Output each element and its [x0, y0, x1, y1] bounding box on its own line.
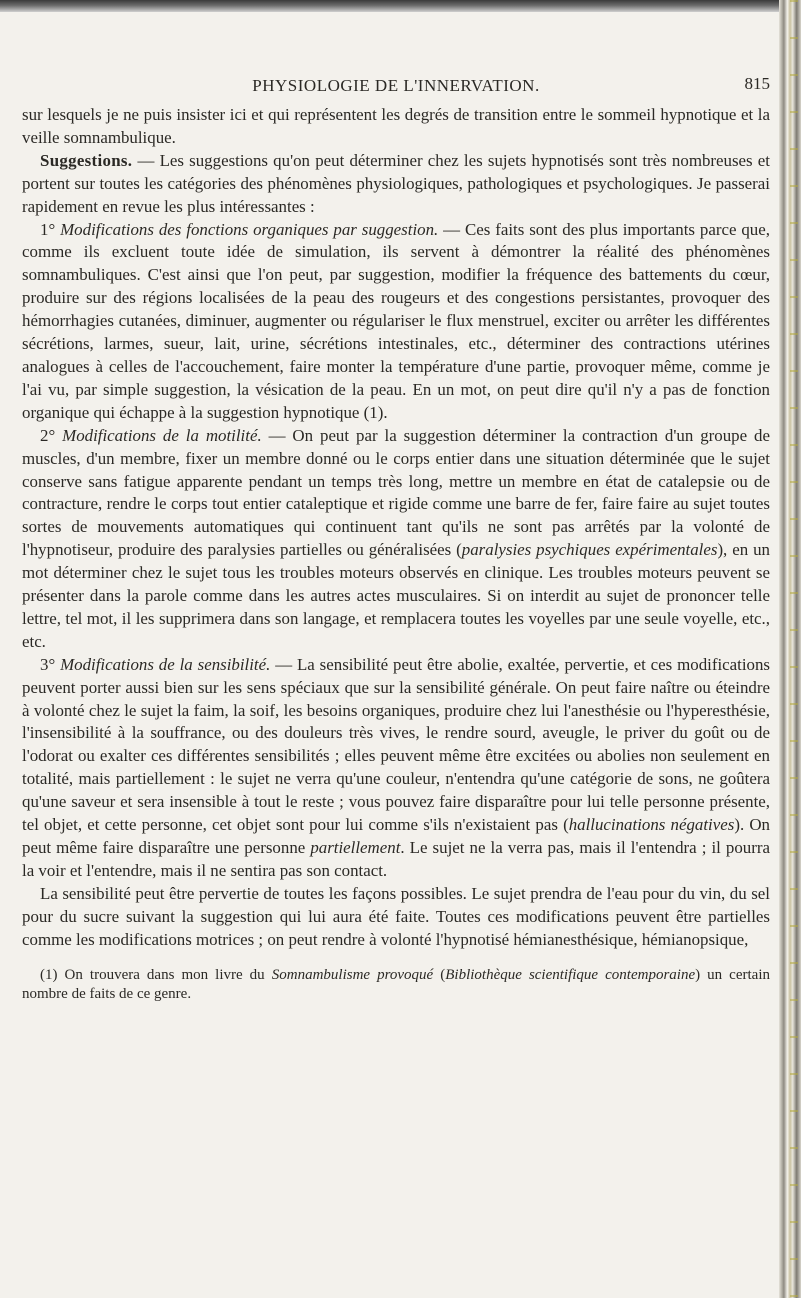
book-page — [22, 70, 770, 1004]
text-run: ( — [433, 966, 446, 983]
italic-text: Bibliothèque scientifique contemporaine — [445, 966, 696, 983]
italic-text: Somnambulisme provoqué — [271, 966, 434, 983]
page-top-shadow — [0, 0, 801, 12]
bold-heading-text: Suggestions. — [40, 150, 133, 170]
page-header — [22, 70, 770, 104]
text-run: 2° — [40, 425, 63, 445]
paragraph-sensibility-perversion — [22, 883, 770, 952]
italic-text: Modifications de la motilité. — [62, 425, 262, 445]
text-run: (1) On trouvera dans mon livre du — [40, 966, 272, 983]
running-head: PHYSIOLOGIE DE L'INNERVATION. — [252, 76, 540, 95]
paragraph-motility — [22, 425, 770, 654]
text-run: ). On peut même faire disparaître une personne — [22, 815, 770, 857]
italic-text: Modifications des fonctions organiques par suggestion. — [60, 219, 439, 239]
italic-text: hallucinations négatives — [568, 815, 735, 835]
page-number: 815 — [744, 74, 770, 93]
text-run: . Le sujet ne la verra pas, mais il l'entendra ; il pourra la voir et l'entendre, mais il ne sentira pas son contact. — [22, 838, 771, 880]
italic-text: Modifications de la sensibilité. — [60, 654, 271, 674]
text-run: 1° — [40, 219, 61, 239]
paragraph-suggestions — [22, 150, 770, 219]
text-run: — On peut par la suggestion déterminer la contraction d'un groupe de muscles, d'un membre, fixer un membre donné ou le corps entier dans une situation déterminée que le sujet conserve sans fatigue apparente pendant un temps très long, mettre un membre en état de catalepsie ou de contracture, rendre le corps tout entier cataleptique et rigide comme une barre de fer, faire faire au sujet toutes sortes de mouvements automatiques qui continuent tant qu'ils ne sont pas arrêtés par la volonté de l'hypnotiseur, produire des paralysies partielles ou généralisées ( — [22, 425, 770, 560]
text-run: ), en un mot déterminer chez le sujet tous les troubles moteurs observés en clinique. Les troubles moteurs peuvent se présenter dans la parole comme dans les autres actes musculaires. Si on interdit au sujet de prononcer telle lettre, tel mot, il les supprimera dans son langage, et remplacera toutes les voyelles par une seule voyelle, etc., etc. — [22, 540, 770, 651]
paragraph-organic-functions — [22, 219, 770, 425]
italic-text: partiellement — [310, 838, 401, 857]
text-run: ) un certain nombre de faits de ce genre. — [22, 966, 770, 1002]
body-text — [22, 104, 770, 952]
text-run: — Les suggestions qu'on peut déterminer chez les sujets hypnotisés sont très nombreuses et portent sur toutes les catégories des phénomènes physiologiques, pathologiques et psychologiques. Je passerai rapidement en revue les plus intéressantes : — [22, 150, 770, 216]
text-run: 3° — [40, 654, 61, 674]
text-run: La sensibilité peut être pervertie de toutes les façons possibles. Le sujet prendra de l'eau pour du vin, du sel pour du sucre suivant la suggestion qui lui aura été faite. Toutes ces modifications peuvent être partielles comme les modifications motrices ; on peut rendre à volonté l'hypnotisé hémianesthésique, hémianopsique, — [22, 883, 770, 949]
italic-text: paralysies psychiques expérimentales — [461, 540, 718, 560]
text-run: sur lesquels je ne puis insister ici et qui représentent les degrés de transition entre le sommeil hypnotique et la veille somnambulique. — [22, 105, 770, 147]
spine-tab-marks — [790, 0, 798, 1298]
text-run: — La sensibilité peut être abolie, exaltée, pervertie, et ces modifications peuvent porter aussi bien sur les sens spéciaux que sur la sensibilité générale. On peut faire naître ou éteindre à volonté chez le sujet la faim, la soif, les besoins organiques, produire chez lui l'anesthésie ou l'hyperesthésie, l'insensibilité à la souffrance, ou des douleurs très vives, le rendre sourd, aveugle, le priver du goût ou de l'odorat ou exalter ces différentes sensibilités ; elles peuvent même être excitées ou abolies non seulement en totalité, mais partiellement : le sujet ne verra qu'une couleur, n'entendra qu'une catégorie de sons, ne goûtera qu'une saveur et sera insensible à tout le reste ; vous pouvez faire disparaître pour lui telle personne présente, tel objet, et cette personne, cet objet sont pour lui comme s'ils n'existaient pas ( — [22, 654, 770, 835]
book-spine-edge — [779, 0, 801, 1298]
text-run: — Ces faits sont des plus importants parce que, comme ils excluent toute idée de simulation, ils servent à démontrer la réalité des phénomènes somnambuliques. C'est ainsi que l'on peut, par suggestion, modifier la fréquence des battements du cœur, produire sur des régions localisées de la peau des rougeurs et des congestions persistantes, provoquer des hémorrhagies cutanées, diminuer, augmenter ou régulariser le flux menstruel, exciter ou arrêter les différentes sécrétions, larmes, sueur, lait, urine, sécrétions intestinales, etc., déterminer des contractions utérines analogues à celles de l'accouchement, faire monter la température d'une partie, provoquer même, comme je l'ai vu, par simple suggestion, la vésication de la peau. En un mot, on peut dire qu'il n'y a pas de fonction organique qui échappe à la suggestion hypnotique (1). — [22, 219, 770, 422]
paragraph-intro-continuation — [22, 104, 770, 150]
paragraph-sensibility — [22, 654, 770, 883]
footnote — [22, 966, 770, 1004]
